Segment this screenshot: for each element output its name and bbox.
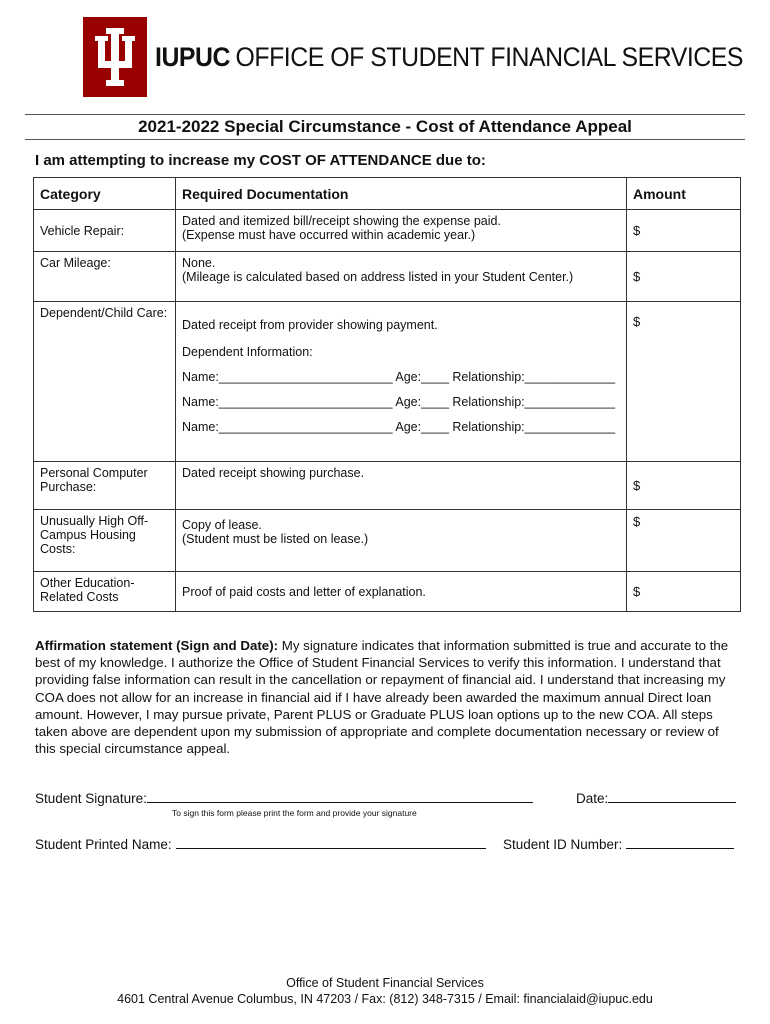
category-cell: Car Mileage: (34, 252, 176, 302)
table-header-row (34, 178, 741, 210)
form-title: 2021-2022 Special Circumstance - Cost of Attendance Appeal (25, 114, 745, 140)
table-row (34, 210, 741, 252)
brand-name: IUPUC (155, 41, 230, 72)
documentation-cell (176, 572, 627, 612)
affirmation-label: Affirmation statement (Sign and Date): (35, 638, 279, 653)
amount-header: Amount (627, 178, 741, 210)
table-row (34, 572, 741, 612)
affirmation-text: My signature indicates that information submitted is true and accurate to the best of my knowledge. I authorize the Office of Student Financial Services to verify this information. I understand that providing false information can result in the cancellation or repayment of financial aid. I understand that increasing my COA does not allow for an increase in financial aid if I have already been awarded the maximum annual Direct loan amount. However, I may pursue private, Parent PLUS or Graduate PLUS loan options up to the new COA. All steps taken above are dependent upon my submission of appropriate and complete documentation necessary or review of this special circumstance appeal. (35, 638, 729, 757)
documentation-cell (176, 252, 627, 302)
date-line[interactable] (608, 789, 736, 803)
dependent-line[interactable]: Name:_________________________ Age:____ Relationship:_____________ (182, 420, 616, 434)
doc-line: Proof of paid costs and letter of explanation. (182, 584, 426, 599)
affirmation-statement (35, 637, 735, 757)
footer-office: Office of Student Financial Services (286, 976, 484, 990)
signature-note: To sign this form please print the form and provide your signature (172, 808, 417, 818)
table-row (34, 462, 741, 510)
amount-field[interactable]: $ (627, 462, 741, 510)
documentation-cell (176, 510, 627, 572)
doc-line: None. (182, 256, 216, 270)
dependent-line[interactable]: Name:_________________________ Age:____ Relationship:_____________ (182, 395, 616, 409)
table-row (34, 510, 741, 572)
doc-line: (Expense must have occurred within academic year.) (182, 228, 476, 242)
amount-field[interactable]: $ (627, 302, 741, 462)
date-label: Date: (576, 791, 609, 806)
category-header: Category (34, 178, 176, 210)
amount-field[interactable]: $ (627, 572, 741, 612)
amount-field[interactable]: $ (627, 210, 741, 252)
doc-line: (Mileage is calculated based on address listed in your Student Center.) (182, 270, 574, 284)
amount-field[interactable]: $ (627, 252, 741, 302)
doc-line: Dated and itemized bill/receipt showing the expense paid. (182, 214, 501, 228)
category-cell: Other Education-Related Costs (34, 572, 176, 612)
table-row (34, 302, 741, 462)
student-signature-label: Student Signature: (35, 791, 147, 806)
iu-trident-icon (83, 17, 147, 97)
doc-line: (Student must be listed on lease.) (182, 532, 369, 546)
student-id-line[interactable] (626, 835, 734, 849)
amount-field[interactable]: $ (627, 510, 741, 572)
office-title (155, 42, 743, 73)
doc-line: Copy of lease. (182, 518, 262, 532)
signature-row (35, 789, 533, 806)
intro-text: I am attempting to increase my COST OF ATTENDANCE due to: (35, 152, 486, 169)
footer-contact: 4601 Central Avenue Columbus, IN 47203 / Fax: (812) 348-7315 / Email: financialaid@iupuc.edu (117, 992, 653, 1006)
documentation-cell (176, 210, 627, 252)
printed-name-row (35, 835, 486, 852)
page-header (83, 17, 770, 97)
dependent-info-label: Dependent Information: (182, 345, 313, 359)
student-id-row (503, 835, 734, 852)
date-row (576, 789, 736, 806)
documentation-cell (176, 462, 627, 510)
category-cell: Dependent/Child Care: (34, 302, 176, 462)
coa-table (33, 177, 741, 612)
category-cell: Personal Computer Purchase: (34, 462, 176, 510)
office-name: OFFICE OF STUDENT FINANCIAL SERVICES (235, 41, 743, 72)
student-signature-line[interactable] (147, 789, 533, 803)
dependent-line[interactable]: Name:_________________________ Age:____ Relationship:_____________ (182, 370, 616, 384)
doc-line: Dated receipt from provider showing payment. (182, 318, 438, 332)
documentation-header: Required Documentation (176, 178, 627, 210)
page-footer (0, 975, 770, 1007)
table-row (34, 252, 741, 302)
category-cell: Vehicle Repair: (34, 210, 176, 252)
documentation-cell (176, 302, 627, 462)
category-cell: Unusually High Off-Campus Housing Costs: (34, 510, 176, 572)
student-id-label: Student ID Number: (503, 837, 623, 852)
printed-name-line[interactable] (176, 835, 486, 849)
printed-name-label: Student Printed Name: (35, 837, 172, 852)
doc-line: Dated receipt showing purchase. (182, 466, 365, 480)
